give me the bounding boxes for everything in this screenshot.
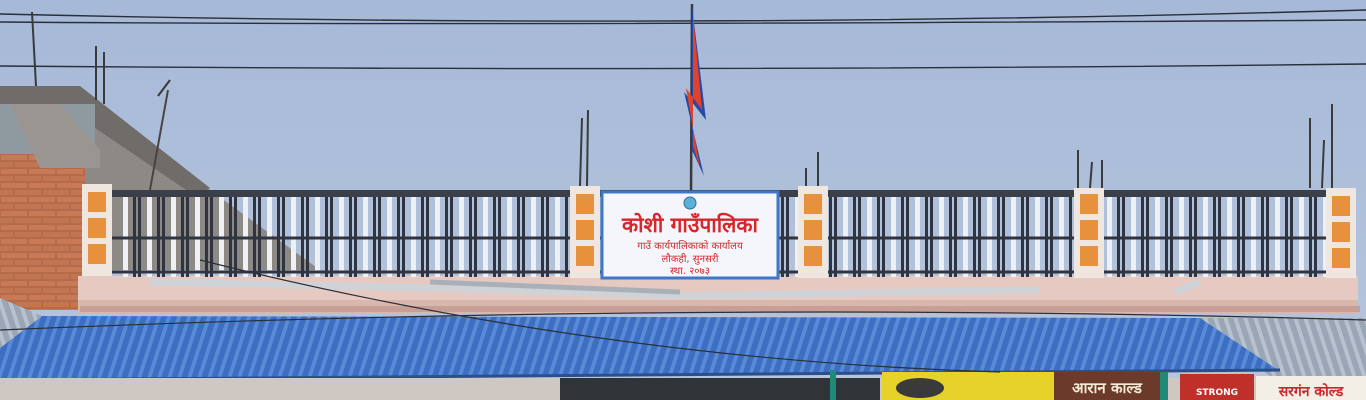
office-subtitle: गाउँ कार्यपालिकाको कार्यालय: [637, 241, 743, 252]
emblem-icon: [684, 197, 696, 209]
office-address: लौकही, सुनसरी: [661, 254, 719, 265]
office-name: कोशी गाउँपालिका: [622, 213, 758, 237]
shop-badge-text: STRONG: [1195, 388, 1239, 398]
shop-sign-cold-store: [1054, 372, 1160, 400]
shop-sign-yellow: [882, 372, 1054, 400]
tiled-pillar: [1074, 188, 1104, 278]
shop-sign-badge: [1180, 374, 1254, 400]
tiled-pillar: [570, 186, 600, 278]
office-established: स्था. २०७३: [670, 266, 710, 277]
shop-sign-right-text: सरगंन कोल्ड: [1278, 384, 1344, 400]
tiled-pillar: [82, 184, 112, 276]
shop-sign-left-text: आरान काल्ड: [1072, 379, 1142, 397]
shop-sign-right: [1256, 376, 1366, 400]
office-signboard: [602, 192, 778, 278]
tiled-pillar: [1326, 188, 1356, 278]
tiled-pillar: [798, 186, 828, 278]
